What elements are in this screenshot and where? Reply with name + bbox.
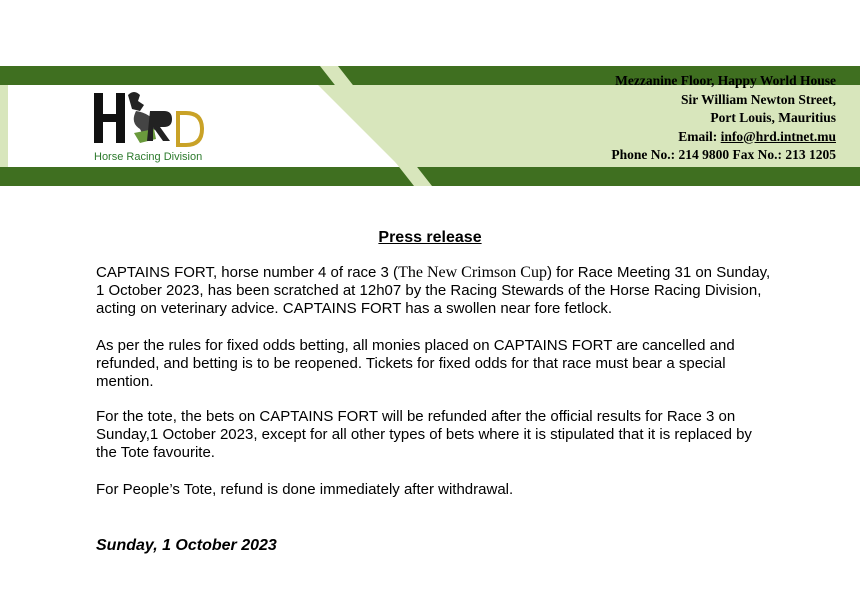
paragraph-1: [96, 264, 776, 318]
address-block: [611, 72, 836, 165]
phone-line: Phone No.: 214 9800 Fax No.: 213 1205: [611, 147, 836, 162]
email-link[interactable]: info@hrd.intnet.mu: [720, 128, 836, 144]
address-line-2: Sir William Newton Street,: [681, 91, 836, 107]
address-line-3: Port Louis, Mauritius: [710, 110, 836, 125]
address-line-1: Mezzanine Floor, Happy World House: [615, 73, 836, 88]
logo-caption: Horse Racing Division: [94, 151, 203, 163]
release-date: Sunday, 1 October 2023: [96, 537, 277, 554]
paragraph-2: As per the rules for fixed odds betting, all monies placed on CAPTAINS FORT are cancelled and refunded, and betting is to be reopened. Tickets for fixed odds for that race must bear a special mention.: [96, 337, 735, 390]
email-label: Email:: [678, 128, 718, 144]
paragraph-4: For People’s Tote, refund is done immediately after withdrawal.: [96, 481, 514, 498]
paragraph-1-end: ) for Race Meeting 31 on Sunday, 1 October 2023, has been scratched at 12h07 by the Racing Stewards of the Horse Racing Division, acting on veterinary advice. CAPTAINS FORT has a swollen near fore fetlock.: [96, 264, 771, 317]
email-line: [611, 128, 836, 147]
horse-logo-icon: [90, 87, 210, 151]
race-name: The New Crimson Cup: [398, 264, 547, 281]
paragraph-1-start: CAPTAINS FORT, horse number 4 of race 3 (: [96, 264, 399, 281]
page-title: Press release: [378, 229, 482, 246]
paragraph-3: For the tote, the bets on CAPTAINS FORT will be refunded after the official results for Race 3 on Sunday,1 October 2023, except for all other types of bets where it is stipulated that it is replaced by the Tote favourite.: [96, 408, 752, 461]
